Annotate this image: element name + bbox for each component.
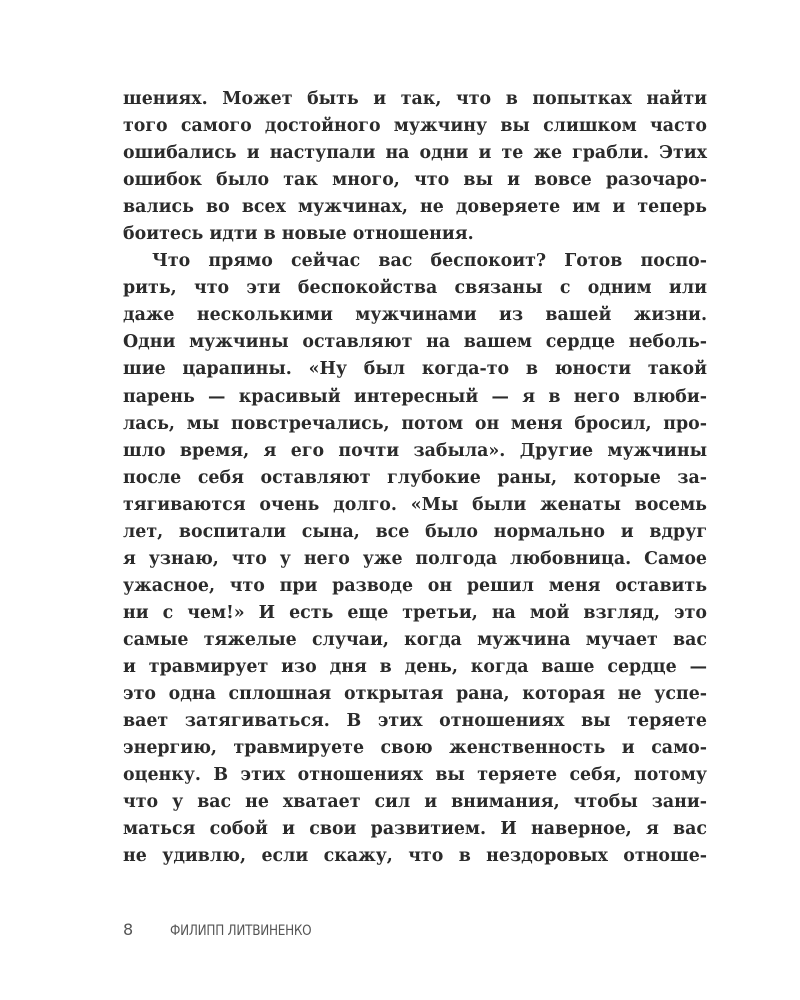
text-line: боитесь идти в новые отношения. [123,224,474,245]
page-number: 8 [123,920,134,939]
text-line: оценку. В этих отношениях вы теряете себя, потому [123,765,707,786]
text-line: тягиваются очень долго. «Мы были женаты восемь [123,494,707,515]
text-line: вались во всех мужчинах, не доверяете им и теперь [123,197,707,218]
text-line: лет, воспитали сына, все было нормально и вдруг [123,521,707,542]
text-line: рить, что эти беспокойства связаны с одним или [123,278,707,299]
text-line: шие царапины. «Ну был когда-то в юности такой [123,359,707,380]
text-line: ужасное, что при разводе он решил меня оставить [123,575,707,596]
body-text [123,86,707,870]
text-line: я узнаю, что у него уже полгода любовница. Самое [123,548,707,569]
text-line: даже несколькими мужчинами из вашей жизни. [123,305,707,326]
text-line: не удивлю, если скажу, что в нездоровых отноше- [123,846,707,867]
text-line: того самого достойного мужчину вы слишком часто [123,116,707,137]
text-line: и травмирует изо дня в день, когда ваше сердце — [123,656,707,677]
text-line: вает затягиваться. В этих отношениях вы теряете [123,711,707,732]
text-line: ошибались и наступали на одни и те же грабли. Этих [123,143,707,164]
page-footer [123,918,335,942]
text-line: ни с чем!» И есть еще третьи, на мой взгляд, это [123,602,707,623]
text-line: лась, мы повстречались, потом он меня бросил, про- [123,413,707,434]
text-line: это одна сплошная открытая рана, которая не успе- [123,684,707,705]
text-line: шло время, я его почти забыла». Другие мужчины [123,440,707,461]
text-line: шениях. Может быть и так, что в попытках найти [123,89,707,109]
text-line: маться собой и свои развитием. И наверное, я вас [123,819,707,840]
text-line: после себя оставляют глубокие раны, которые за- [123,467,707,488]
text-line: парень — красивый интересный — я в него влюби- [123,386,707,407]
running-head-author: ФИЛИПП ЛИТВИНЕНКО [170,923,312,939]
text-line: ошибок было так много, что вы и вовсе разочаро- [123,170,707,191]
text-line: Одни мужчины оставляют на вашем сердце неболь- [123,332,707,353]
paragraph-start-line: Что прямо сейчас вас беспокоит? Готов поспо- [152,251,707,272]
text-line: самые тяжелые случаи, когда мужчина мучает вас [123,629,707,650]
text-line: что у вас не хватает сил и внимания, чтобы зани- [123,792,707,813]
text-line: энергию, травмируете свою женственность и само- [123,738,707,759]
